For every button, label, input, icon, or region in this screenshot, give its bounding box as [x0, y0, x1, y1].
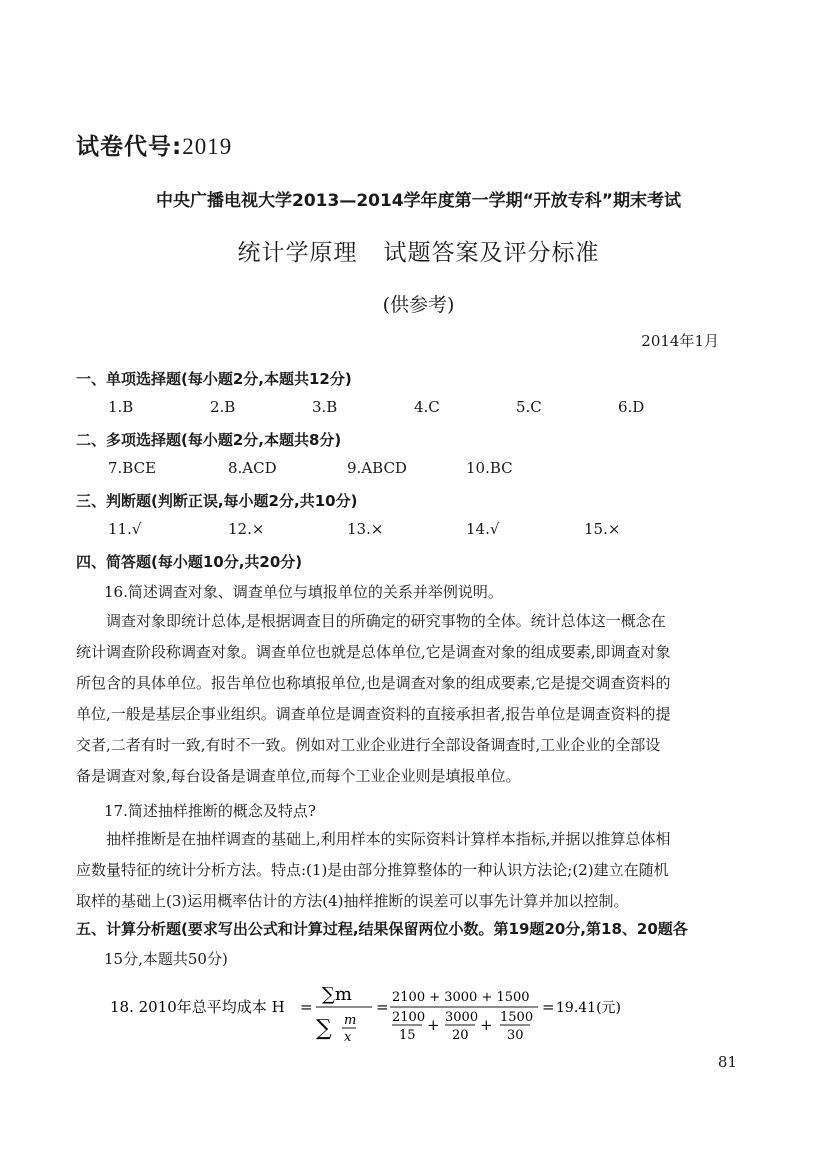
svg-text:=: =: [376, 998, 389, 1016]
document-title: [0, 234, 837, 267]
formula-18: [110, 977, 710, 1047]
exam-title: 中央广播电视大学2013—2014学年度第一学期“开放专科”期末考试: [156, 191, 681, 211]
answer-item: 13.×: [347, 520, 384, 538]
formula-d1d: 15: [399, 1028, 416, 1043]
answer-item: 1.B: [108, 398, 134, 416]
answer-line: 应数量特征的统计分析方法。特点:(1)是由部分推算整体的一种认识方法论;(2)建立在随机: [76, 861, 669, 879]
answer-item: 15.×: [584, 520, 621, 538]
answer-line-text: 抽样推断是在抽样调查的基础上,利用样本的实际资料计算样本指标,并据以推算总体相: [106, 830, 671, 848]
formula-d3d: 30: [507, 1028, 524, 1043]
document-date: 2014年1月: [641, 332, 719, 350]
section-single-choice: 一、单项选择题(每小题2分,本题共12分): [76, 370, 352, 388]
formula-numerator: 2100 + 3000 + 1500: [392, 990, 530, 1005]
exam-code: [76, 128, 232, 161]
formula-d1n: 2100: [392, 1010, 426, 1025]
document-title-desc: 试题答案及评分标准: [383, 240, 600, 266]
formula-sum-m: ∑m: [322, 984, 352, 1005]
answer-item: 9.ABCD: [347, 459, 407, 477]
svg-text:=: =: [542, 998, 555, 1016]
answer-16: [76, 606, 756, 792]
answer-item: 7.BCE: [108, 459, 157, 477]
answer-line: [76, 606, 756, 637]
formula-d2n: 3000: [445, 1010, 479, 1025]
answer-item: 10.BC: [466, 459, 513, 477]
formula-d2d: 20: [452, 1028, 469, 1043]
reference-note: (供参考): [382, 294, 455, 316]
question-17: 17.简述抽样推断的概念及特点?: [104, 802, 316, 820]
answer-item: 11.√: [108, 520, 142, 538]
formula-m: m: [344, 1013, 357, 1028]
answer-item: 12.×: [228, 520, 265, 538]
document-title-subject: 统计学原理: [237, 240, 358, 266]
formula-sum: ∑: [316, 1016, 332, 1041]
answer-line-text: 调查对象即统计总体,是根据调查目的所确定的研究事物的全体。统计总体这一概念在: [106, 612, 666, 630]
answer-line: 备是调查对象,每台设备是调查单位,而每个工业企业则是填报单位。: [76, 767, 521, 785]
question-16: 16.简述调查对象、调查单位与填报单位的关系并举例说明。: [104, 583, 503, 601]
answer-line: 交者,二者有时一致,有时不一致。例如对工业企业进行全部设备调查时,工业企业的全部设: [76, 736, 661, 754]
svg-text:+: +: [480, 1016, 493, 1034]
answer-item: 14.√: [466, 520, 500, 538]
answer-item: 4.C: [414, 398, 440, 416]
formula-d3n: 1500: [500, 1010, 534, 1025]
formula-result: 19.41(元): [556, 1000, 622, 1016]
page-number: 81: [717, 1053, 737, 1071]
section-true-false: 三、判断题(判断正误,每小题2分,共10分): [76, 492, 358, 510]
answer-17: [76, 824, 756, 917]
answer-item: 5.C: [516, 398, 542, 416]
answer-line: [76, 824, 756, 855]
section-multiple-choice: 二、多项选择题(每小题2分,本题共8分): [76, 431, 342, 449]
section-calculation-cont: 15分,本题共50分): [104, 950, 228, 968]
answer-item: 6.D: [618, 398, 645, 416]
svg-text:=: =: [300, 998, 313, 1016]
answer-line: 所包含的具体单位。报告单位也称填报单位,也是调查对象的组成要素,它是提交调查资料的: [76, 674, 671, 692]
answer-line: 单位,一般是基层企事业组织。调查单位是调查资料的直接承担者,报告单位是调查资料的提: [76, 705, 671, 723]
answer-item: 2.B: [210, 398, 236, 416]
svg-text:+: +: [427, 1016, 440, 1034]
answer-line: 取样的基础上(3)运用概率估计的方法(4)抽样推断的误差可以事先计算并加以控制。: [76, 892, 629, 910]
exam-code-value: 2019: [182, 134, 233, 159]
section-short-answer: 四、简答题(每小题10分,共20分): [76, 553, 303, 571]
answer-item: 3.B: [312, 398, 338, 416]
exam-code-label: 试卷代号:: [76, 134, 183, 160]
section-calculation: 五、计算分析题(要求写出公式和计算过程,结果保留两位小数。第19题20分,第18、20题各: [76, 920, 688, 938]
answer-line: 统计调查阶段称调查对象。调查单位也就是总体单位,它是调查对象的组成要素,即调查对象: [76, 643, 671, 661]
formula-x: x: [344, 1030, 352, 1045]
answer-item: 8.ACD: [228, 459, 277, 477]
formula-prefix: 18. 2010年总平均成本 H: [110, 998, 285, 1016]
